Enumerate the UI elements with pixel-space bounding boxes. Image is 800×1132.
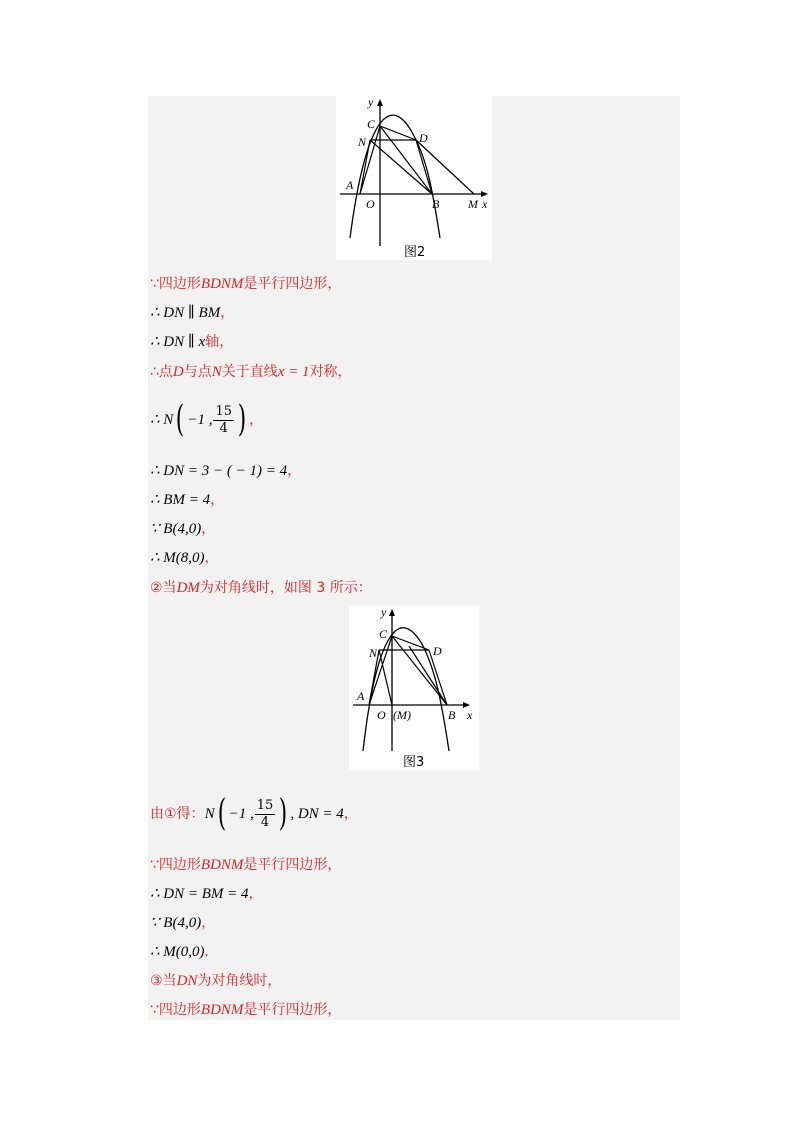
fig3-label-b: B	[448, 708, 456, 722]
line-5-pre: ∴ N	[150, 412, 174, 428]
right-paren-2: )	[279, 793, 288, 834]
line-15-text: ∴ M(0,0)	[150, 944, 205, 960]
line-4-mid2: 关于直线	[221, 364, 278, 380]
line-13-end: ，	[248, 886, 263, 902]
line-7	[150, 490, 224, 510]
line-17	[150, 1000, 341, 1020]
line-2-text: ∴ DN ∥ BM	[150, 305, 221, 321]
line-4-v2: N	[211, 364, 222, 380]
line-11-pre: 由①得：	[150, 806, 205, 822]
line-12-var: BDNM	[200, 857, 244, 873]
line-16-post: 为对角线时，	[197, 973, 282, 989]
line-7-end: ，	[210, 492, 225, 508]
line-3	[150, 332, 233, 352]
fraction-numerator: 15	[215, 403, 233, 419]
line-12-post: 是平行四边形，	[243, 857, 342, 873]
line-15	[150, 942, 219, 962]
line-5-inner: −1 ,	[187, 412, 213, 428]
fig3-label-o: O	[377, 708, 386, 722]
line-4-mid: 与点	[183, 364, 212, 380]
line-1-pre: 四边形	[158, 276, 201, 292]
line-1	[150, 274, 341, 294]
line-8-text: ∵ B(4,0)	[150, 521, 202, 537]
line-8	[150, 519, 215, 539]
fig3-label-x: x	[467, 708, 473, 722]
fig2-label-c: C	[367, 117, 376, 131]
line-10-post: 为对角线时，如图 3 所示：	[199, 580, 372, 596]
line-6	[150, 461, 301, 481]
line-3-post: 轴，	[205, 334, 234, 350]
line-13-text: ∴ DN = BM = 4	[150, 886, 249, 902]
line-14-end: ，	[201, 915, 216, 931]
line-10-var: DM	[176, 580, 200, 596]
fig3-caption: 图3	[403, 755, 425, 770]
figure-2-diagram	[336, 96, 492, 260]
right-paren: )	[237, 399, 247, 440]
line-8-end: ，	[201, 521, 216, 537]
fraction-denominator: 4	[219, 420, 228, 436]
fig3-label-d: D	[433, 644, 442, 658]
line-1-var: BDNM	[200, 276, 244, 292]
left-paren: (	[176, 399, 185, 440]
fraction-denominator-2: 4	[260, 814, 270, 830]
line-2	[150, 303, 234, 323]
line-10-pre: ②当	[150, 580, 177, 596]
line-9-end: ，	[204, 550, 219, 566]
figure-3	[349, 606, 479, 770]
fraction-numerator-2: 15	[256, 797, 274, 813]
line-11-n: N	[204, 806, 215, 822]
figure-2	[336, 96, 492, 260]
line-11-end: ，	[343, 806, 358, 822]
line-17-pre: 四边形	[158, 1002, 201, 1018]
because-symbol: ∵	[150, 276, 159, 292]
line-11-tail: , DN = 4	[290, 806, 344, 822]
line-14	[150, 913, 215, 933]
fig3-label-y: y	[381, 606, 387, 619]
line-12-pre: 四边形	[158, 857, 201, 873]
line-12	[150, 855, 341, 875]
line-9	[150, 548, 219, 568]
left-paren-2: (	[217, 793, 226, 834]
line-10	[150, 578, 372, 598]
fraction-15-4-2	[255, 798, 276, 831]
fig2-label-d: D	[419, 131, 428, 145]
fig2-label-o: O	[366, 197, 375, 211]
fig2-label-y: y	[368, 96, 374, 109]
line-7-text: ∴ BM = 4	[150, 492, 211, 508]
fig3-label-a: A	[357, 689, 365, 703]
line-9-text: ∴ M(8,0)	[150, 550, 205, 566]
line-4	[150, 362, 352, 382]
line-11	[150, 794, 358, 834]
fig2-label-a: A	[346, 178, 354, 192]
line-16	[150, 971, 281, 991]
line-1-post: 是平行四边形，	[243, 276, 342, 292]
line-16-var: DN	[176, 973, 198, 989]
fig3-label-c: C	[379, 627, 388, 641]
line-4-eq: x = 1	[277, 364, 310, 380]
line-11-inner: −1 ,	[228, 806, 254, 822]
line-13	[150, 884, 263, 904]
figure-3-diagram	[349, 606, 479, 770]
fig2-label-x: x	[482, 197, 488, 211]
line-16-pre: ③当	[150, 973, 177, 989]
fig3-label-n: N	[369, 646, 378, 660]
line-5-end: ，	[249, 412, 264, 428]
line-3-text: ∴ DN ∥ x	[150, 334, 206, 350]
line-14-text: ∵ B(4,0)	[150, 915, 202, 931]
line-6-end: ，	[287, 463, 302, 479]
line-4-post: 对称，	[309, 364, 352, 380]
fraction-15-4	[213, 404, 234, 437]
because-symbol-3: ∵	[150, 1002, 159, 1018]
line-15-end: ．	[204, 944, 219, 960]
line-17-var: BDNM	[200, 1002, 244, 1018]
fig3-label-m: (M)	[393, 708, 411, 722]
fig2-caption: 图2	[404, 245, 426, 260]
line-17-post: 是平行四边形，	[243, 1002, 342, 1018]
fig2-label-n: N	[358, 135, 367, 149]
line-4-v1: D	[172, 364, 184, 380]
line-6-text: ∴ DN = 3 − ( − 1) = 4	[150, 463, 288, 479]
line-2-end: ，	[220, 305, 235, 321]
fig2-label-b: B	[432, 197, 440, 211]
fig2-label-m: M	[468, 197, 478, 211]
line-5	[150, 400, 263, 440]
line-4-pre: ∴点	[150, 364, 173, 380]
because-symbol-2: ∵	[150, 857, 159, 873]
